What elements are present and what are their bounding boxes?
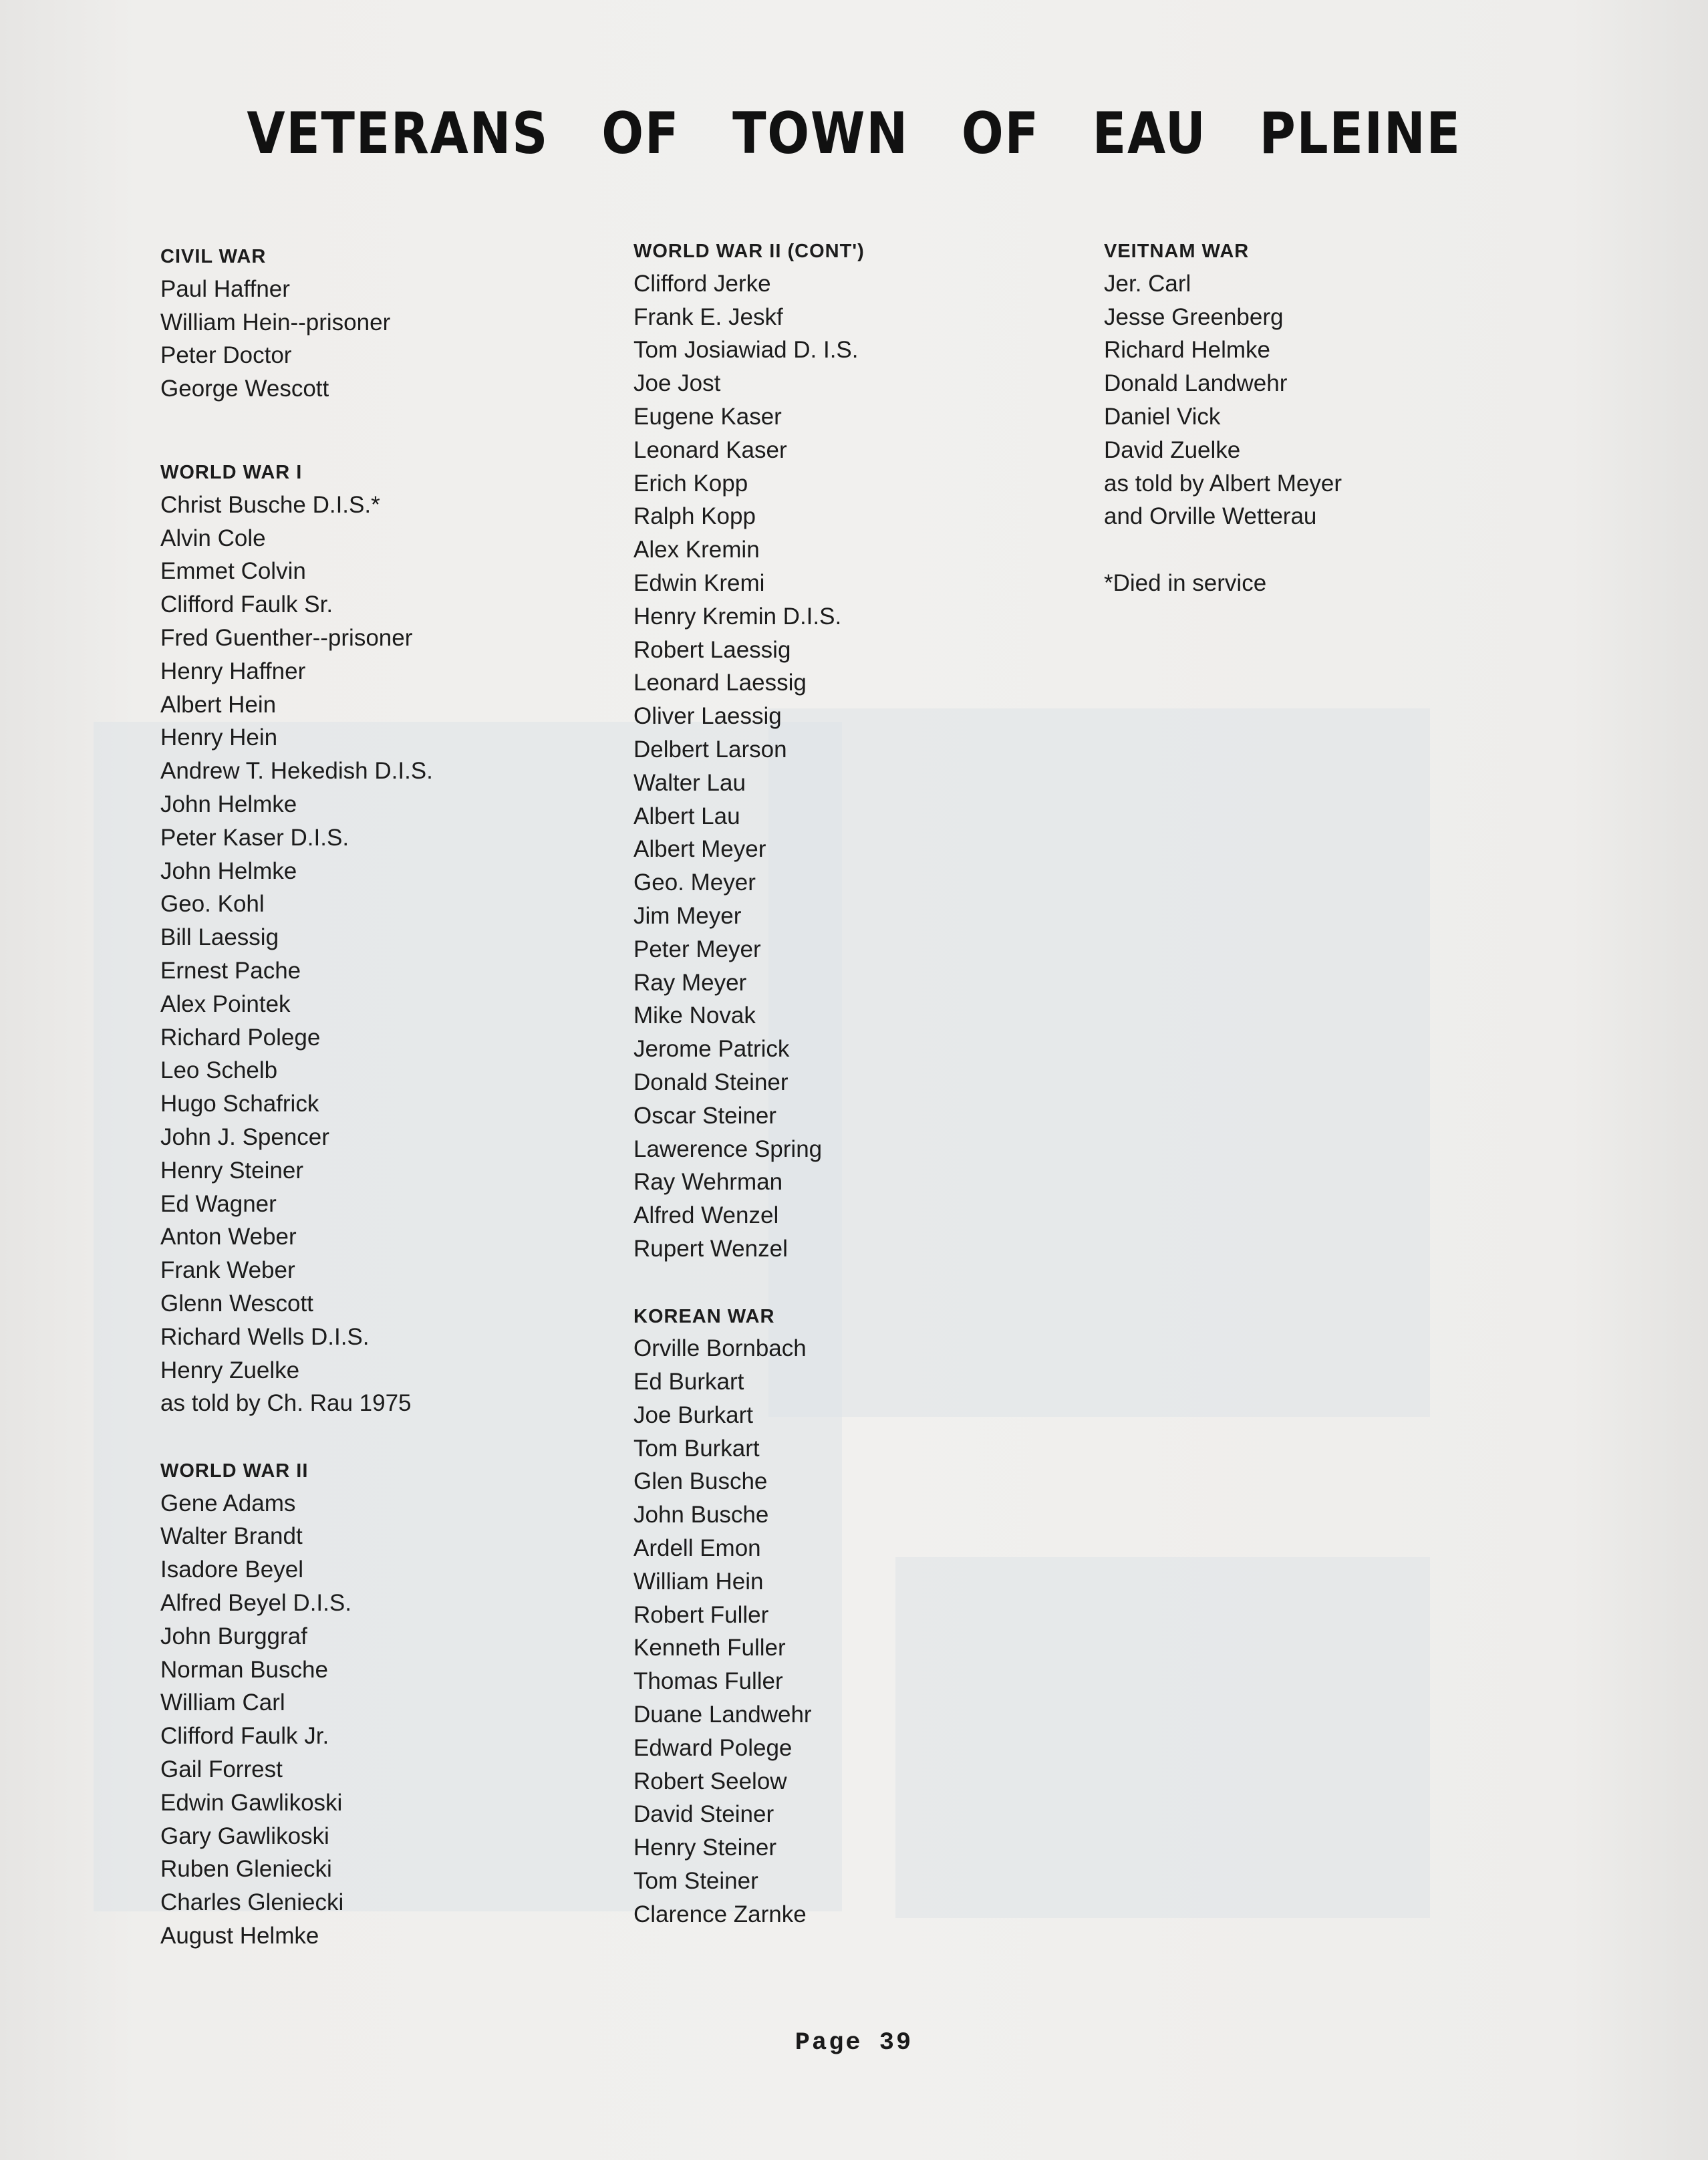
list-world-war-2-cont	[633, 267, 865, 1266]
list-item: Frank Weber	[160, 1257, 295, 1284]
list-item: Walter Lau	[633, 769, 746, 796]
list-item: Delbert Larson	[633, 736, 787, 763]
list-item: Richard Polege	[160, 1024, 321, 1051]
page-title: VETERANS OF TOWN OF EAU PLEINE	[247, 100, 1461, 167]
list-item: Leo Schelb	[160, 1057, 278, 1084]
column-middle	[633, 234, 865, 1931]
list-item: Alvin Cole	[160, 525, 266, 551]
list-item: William Hein	[633, 1568, 764, 1595]
list-item: Isadore Beyel	[160, 1557, 304, 1583]
list-item: Christ Busche D.I.S.*	[160, 491, 380, 518]
column-left	[160, 239, 433, 1953]
list-item: Norman Busche	[160, 1656, 328, 1683]
list-item: David Steiner	[633, 1801, 774, 1828]
list-item: John Burggraf	[160, 1623, 307, 1649]
list-item: Clifford Jerke	[633, 270, 771, 297]
list-item: Bill Laessig	[160, 924, 279, 951]
list-item: Donald Steiner	[633, 1069, 789, 1095]
list-item: Daniel Vick	[1104, 403, 1221, 430]
list-item: Tom Burkart	[633, 1435, 760, 1462]
list-item: Duane Landwehr	[633, 1702, 812, 1728]
list-item: Erich Kopp	[633, 470, 748, 497]
list-item: Henry Steiner	[633, 1835, 776, 1861]
list-item: Clifford Faulk Jr.	[160, 1723, 329, 1750]
section-heading-world-war-2-cont: WORLD WAR II (CONT')	[633, 241, 865, 262]
list-item: Gary Gawlikoski	[160, 1822, 329, 1849]
list-item: Walter Brandt	[160, 1523, 303, 1550]
list-item: Leonard Kaser	[633, 436, 787, 463]
list-item: Glen Busche	[633, 1468, 768, 1495]
list-item: Oliver Laessig	[633, 703, 782, 730]
list-item: Robert Laessig	[633, 636, 791, 663]
list-vietnam-war	[1104, 267, 1342, 533]
list-item: Henry Kremin D.I.S.	[633, 603, 842, 630]
list-item: as told by Ch. Rau 1975	[160, 1390, 412, 1417]
list-item: Geo. Meyer	[633, 869, 756, 896]
list-item: Ray Meyer	[633, 969, 747, 996]
list-item: Henry Steiner	[160, 1157, 303, 1184]
list-item: Ernest Pache	[160, 957, 301, 984]
list-item: John Helmke	[160, 857, 297, 884]
page-number: Page 39	[795, 2029, 913, 2057]
list-item: Lawerence Spring	[633, 1135, 823, 1162]
list-civil-war	[160, 273, 433, 406]
list-item: Rupert Wenzel	[633, 1235, 788, 1262]
list-world-war-1	[160, 489, 433, 1420]
list-item: Frank E. Jeskf	[633, 303, 783, 330]
list-item: Kenneth Fuller	[633, 1635, 786, 1661]
list-item: Charles Gleniecki	[160, 1889, 344, 1916]
list-item: Henry Hein	[160, 724, 278, 751]
list-item: Alfred Beyel D.I.S.	[160, 1590, 351, 1617]
section-heading-vietnam-war: VEITNAM WAR	[1104, 241, 1250, 262]
list-item: Donald Landwehr	[1104, 370, 1288, 397]
list-item: Glenn Wescott	[160, 1290, 313, 1317]
bleed-through-photo	[768, 708, 1430, 1417]
list-item: Jer. Carl	[1104, 270, 1191, 297]
list-item: Jerome Patrick	[633, 1036, 790, 1063]
list-item: Paul Haffner	[160, 275, 290, 302]
list-item: Orville Bornbach	[633, 1335, 807, 1362]
list-item: Alfred Wenzel	[633, 1202, 779, 1229]
list-item: Oscar Steiner	[633, 1102, 776, 1129]
list-item: Alex Kremin	[633, 537, 760, 563]
list-item: Richard Wells D.I.S.	[160, 1323, 370, 1350]
list-item: Albert Lau	[633, 803, 740, 829]
list-item: Gene Adams	[160, 1490, 296, 1516]
list-item: Gail Forrest	[160, 1756, 283, 1783]
list-item: Peter Kaser D.I.S.	[160, 824, 349, 851]
list-item: Clarence Zarnke	[633, 1901, 807, 1927]
list-item: Ralph Kopp	[633, 503, 756, 530]
list-item: Alex Pointek	[160, 990, 291, 1017]
list-item: Peter Meyer	[633, 936, 761, 962]
list-item: Ed Burkart	[633, 1369, 744, 1395]
list-item: Jesse Greenberg	[1104, 303, 1284, 330]
list-item: Ray Wehrman	[633, 1169, 783, 1196]
column-right	[1104, 234, 1342, 600]
list-item: Edwin Gawlikoski	[160, 1789, 343, 1816]
list-item: Edward Polege	[633, 1734, 793, 1761]
list-item: as told by Albert Meyer	[1104, 470, 1342, 497]
section-heading-korean-war: KOREAN WAR	[633, 1305, 775, 1327]
list-item: Albert Meyer	[633, 836, 766, 863]
list-item: Anton Weber	[160, 1224, 297, 1250]
list-item: John J. Spencer	[160, 1123, 329, 1150]
list-item: Hugo Schafrick	[160, 1091, 319, 1117]
section-heading-world-war-1: WORLD WAR I	[160, 461, 303, 483]
list-item: Thomas Fuller	[633, 1668, 783, 1695]
list-item: Henry Zuelke	[160, 1357, 300, 1383]
bleed-through-photo	[895, 1557, 1430, 1918]
list-item: Richard Helmke	[1104, 337, 1270, 364]
list-item: Jim Meyer	[633, 902, 742, 929]
section-heading-world-war-2: WORLD WAR II	[160, 1460, 309, 1482]
list-item: Andrew T. Hekedish D.I.S.	[160, 758, 433, 785]
list-item: Tom Steiner	[633, 1868, 758, 1895]
list-item: Edwin Kremi	[633, 569, 765, 596]
list-item: Emmet Colvin	[160, 558, 306, 585]
list-item: Henry Haffner	[160, 658, 306, 684]
list-item: Fred Guenther--prisoner	[160, 624, 413, 651]
list-item: Geo. Kohl	[160, 891, 265, 918]
list-item: Mike Novak	[633, 1002, 756, 1029]
list-item: Leonard Laessig	[633, 670, 807, 696]
list-item: John Busche	[633, 1502, 769, 1528]
list-world-war-2	[160, 1487, 433, 1953]
list-item: Eugene Kaser	[633, 403, 782, 430]
list-item: David Zuelke	[1104, 436, 1241, 463]
list-item: Ed Wagner	[160, 1190, 277, 1217]
list-item: George Wescott	[160, 376, 329, 402]
list-korean-war	[633, 1332, 865, 1931]
list-item: William Carl	[160, 1690, 285, 1716]
list-item: Joe Jost	[633, 370, 721, 397]
list-item: Peter Doctor	[160, 342, 292, 369]
footnote: *Died in service	[1104, 569, 1267, 596]
list-item: Ardell Emon	[633, 1535, 761, 1562]
list-item: and Orville Wetterau	[1104, 503, 1317, 530]
list-item: Ruben Gleniecki	[160, 1856, 332, 1883]
list-item: William Hein--prisoner	[160, 309, 391, 335]
list-item: Tom Josiawiad D. I.S.	[633, 337, 859, 364]
list-item: John Helmke	[160, 791, 297, 817]
list-item: Clifford Faulk Sr.	[160, 591, 333, 618]
list-item: Robert Fuller	[633, 1601, 769, 1628]
list-item: Robert Seelow	[633, 1768, 787, 1794]
list-item: Joe Burkart	[633, 1401, 753, 1428]
list-item: Albert Hein	[160, 691, 277, 718]
list-item: August Helmke	[160, 1923, 319, 1949]
section-heading-civil-war: CIVIL WAR	[160, 246, 267, 267]
